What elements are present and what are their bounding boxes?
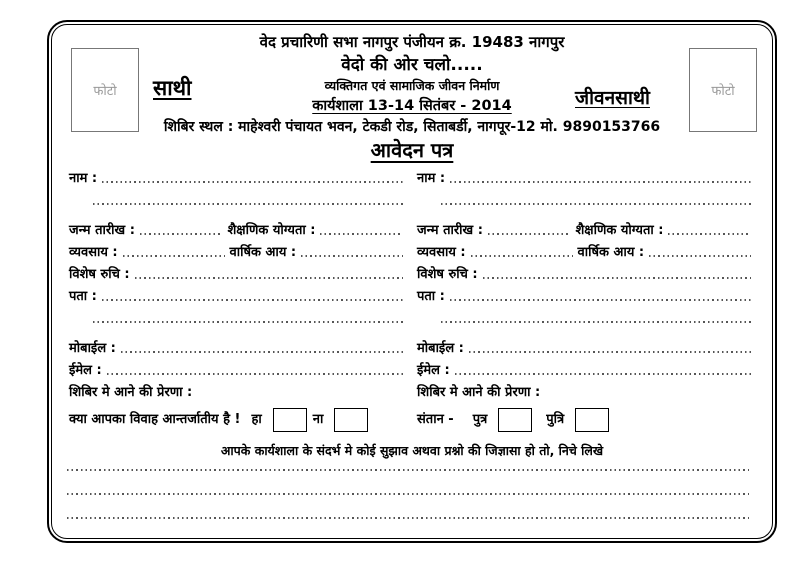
subtitle-line: व्यक्तिगत एवं सामाजिक जीवन निर्माण (324, 78, 500, 94)
education-label: शैक्षणिक योग्यता : (227, 223, 316, 239)
special-interest-label: विशेष रुचि : (69, 267, 130, 283)
special-interest-label: विशेष रुचि : (417, 267, 478, 283)
special-interest-input-line[interactable] (483, 277, 751, 279)
photo-box-left (71, 48, 139, 132)
address-label: पता : (69, 289, 97, 305)
birth-date-label: जन्म तारीख : (417, 223, 483, 239)
name-label: नाम : (417, 171, 446, 187)
address-input-line-2[interactable] (93, 321, 403, 323)
children-label: संतान - (417, 412, 454, 428)
intercaste-no-checkbox[interactable] (334, 408, 368, 432)
photo-label: फोटो (93, 84, 117, 99)
suggestion-input-line-1[interactable] (67, 469, 749, 471)
son-count-box[interactable] (498, 408, 532, 432)
photo-box-right (689, 48, 757, 132)
workshop-date-line: कार्यशाला 13-14 सितंबर - 2014 (312, 97, 512, 114)
mobile-label: मोबाईल : (417, 341, 464, 357)
mobile-input-line[interactable] (469, 351, 751, 353)
name-input-line[interactable] (450, 181, 751, 183)
education-label: शैक्षणिक योग्यता : (575, 223, 664, 239)
address-input-line[interactable] (450, 299, 751, 301)
right-applicant-column (417, 165, 751, 435)
daughter-label: पुत्रि (546, 412, 565, 428)
intercaste-yes-checkbox[interactable] (273, 408, 307, 432)
camp-motivation-label: शिबिर मे आने की प्रेरणा : (417, 385, 541, 401)
son-label: पुत्र (472, 412, 488, 428)
form-border-frame (47, 20, 777, 543)
camp-motivation-label: शिबिर मे आने की प्रेरणा : (69, 385, 193, 401)
education-input-line[interactable] (320, 233, 403, 235)
name-input-line-2[interactable] (93, 203, 403, 205)
occupation-label: व्यवसाय : (69, 245, 118, 261)
email-label: ईमेल : (69, 363, 102, 379)
address-label: पता : (417, 289, 445, 305)
address-input-line[interactable] (102, 299, 403, 301)
form-columns (69, 165, 751, 435)
annual-income-input-line[interactable] (301, 255, 403, 257)
left-applicant-column (69, 165, 403, 435)
email-input-line[interactable] (455, 373, 751, 375)
no-label: ना (312, 412, 324, 428)
mobile-label: मोबाईल : (69, 341, 116, 357)
daughter-count-box[interactable] (575, 408, 609, 432)
occupation-input-line[interactable] (471, 255, 573, 257)
occupation-label: व्यवसाय : (417, 245, 466, 261)
email-input-line[interactable] (107, 373, 403, 375)
page-title: आवेदन पत्र (370, 138, 454, 162)
birth-date-input-line[interactable] (488, 233, 571, 235)
annual-income-label: वार्षिक आय : (229, 245, 297, 261)
role-label-sathi: साथी (153, 76, 192, 100)
yes-label: हा (251, 412, 262, 428)
org-name-line: वेद प्रचारिणी सभा नागपुर पंजीयन क्र. 19483 नागपुर (259, 33, 565, 51)
suggestion-input-line-2[interactable] (67, 493, 749, 495)
birth-date-label: जन्म तारीख : (69, 223, 135, 239)
mobile-input-line[interactable] (121, 351, 403, 353)
birth-date-input-line[interactable] (140, 233, 223, 235)
intercaste-question-label: क्या आपका विवाह आन्तर्जातीय है ! (69, 412, 241, 428)
email-label: ईमेल : (417, 363, 450, 379)
name-label: नाम : (69, 171, 98, 187)
role-label-jeevansathi: जीवनसाथी (575, 87, 650, 109)
slogan-line: वेदो की ओर चलो..... (341, 54, 483, 75)
suggestion-area (67, 469, 749, 541)
occupation-input-line[interactable] (123, 255, 225, 257)
name-input-line-2[interactable] (441, 203, 751, 205)
venue-line: शिबिर स्थल : माहेश्वरी पंचायत भवन, टेकडी रोड, सिताबर्डी, नागपूर-12 मो. 9890153766 (163, 118, 661, 135)
suggestion-input-line-3[interactable] (67, 517, 749, 519)
suggestion-note: आपके कार्यशाला के संदर्भ मे कोई सुझाव अथवा प्रश्नो की जिज्ञासा हो तो, निचे लिखे (220, 443, 604, 458)
education-input-line[interactable] (668, 233, 751, 235)
annual-income-input-line[interactable] (649, 255, 751, 257)
annual-income-label: वार्षिक आय : (577, 245, 645, 261)
photo-label: फोटो (711, 84, 735, 99)
name-input-line[interactable] (102, 181, 403, 183)
special-interest-input-line[interactable] (135, 277, 403, 279)
address-input-line-2[interactable] (441, 321, 751, 323)
